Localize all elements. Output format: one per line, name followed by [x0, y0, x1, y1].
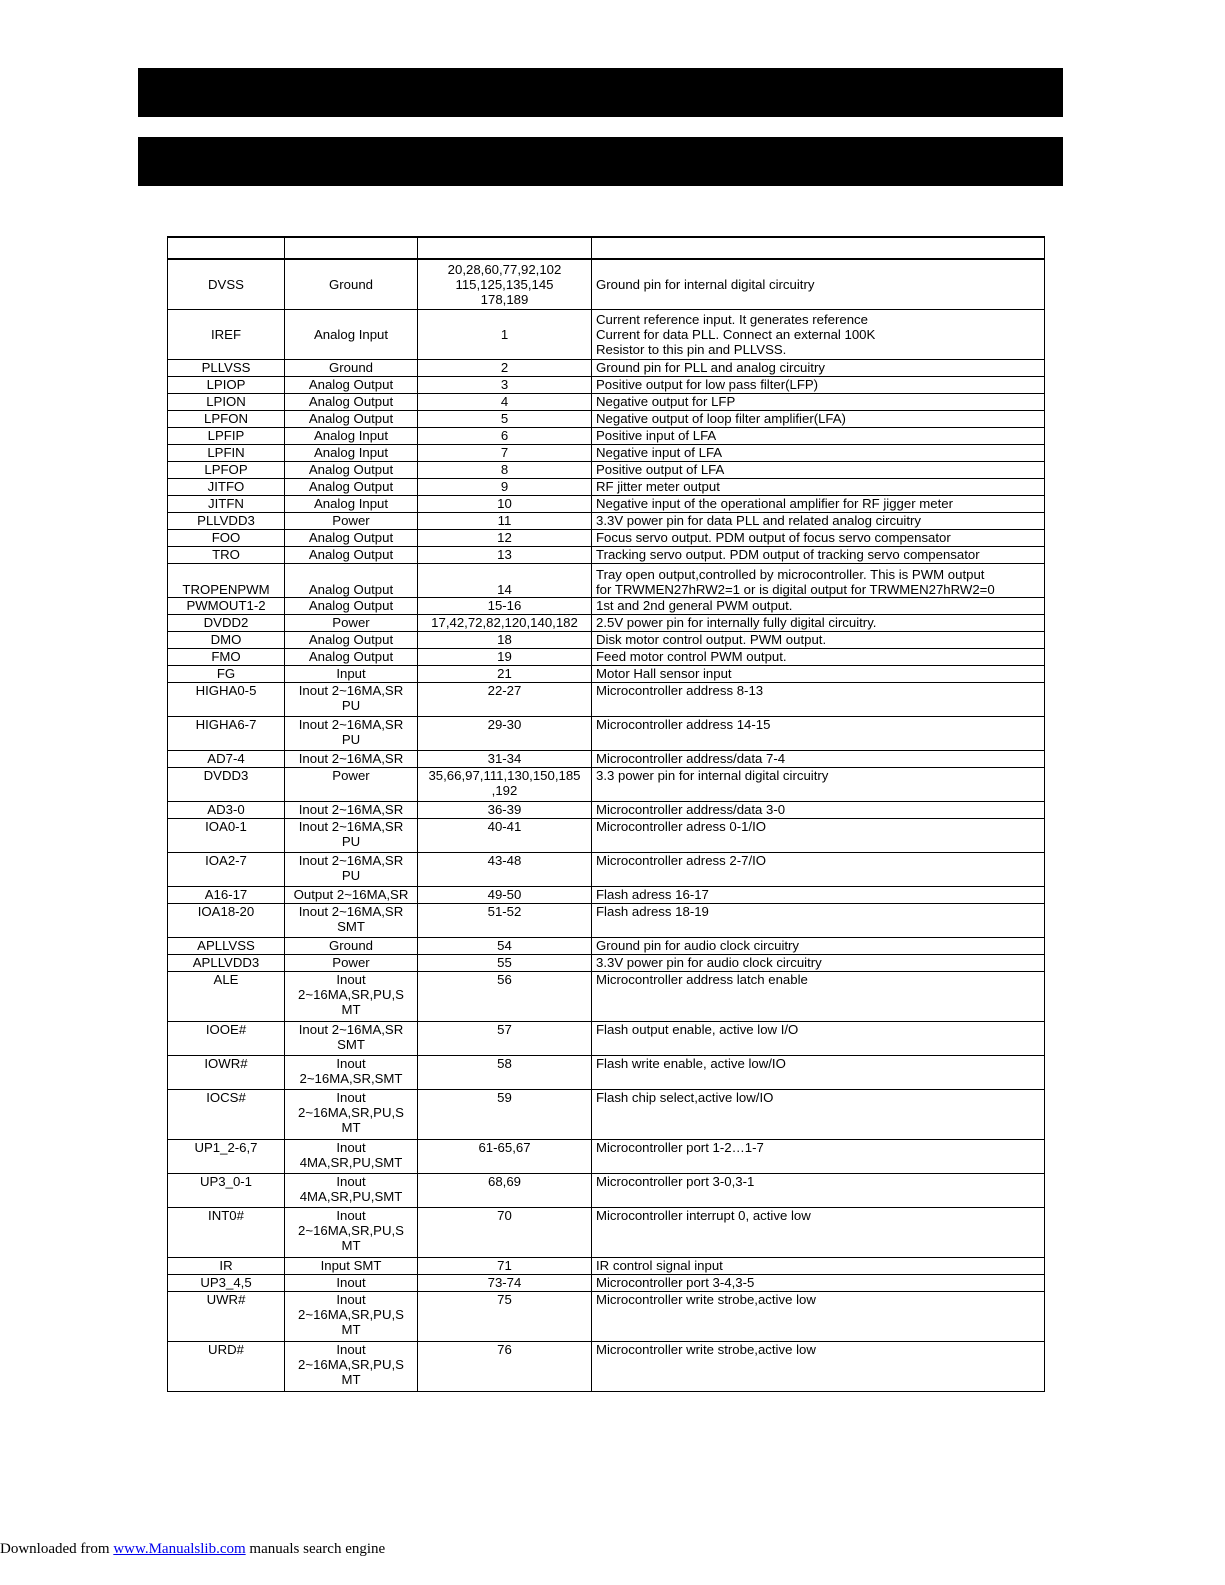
pin-description-cell: Negative output for LFP [592, 393, 1045, 410]
pin-description-cell: Microcontroller interrupt 0, active low [592, 1207, 1045, 1257]
table-row [168, 376, 1045, 393]
pin-type-cell: Inout 2~16MA,SR,PU,S MT [285, 1291, 418, 1341]
pin-description-cell: Negative input of LFA [592, 444, 1045, 461]
pin-name-cell: IOA0-1 [168, 818, 285, 852]
pin-name-cell: IR [168, 1257, 285, 1274]
table-row [168, 461, 1045, 478]
pin-number-cell: 54 [418, 937, 592, 954]
pin-name-cell: FG [168, 665, 285, 682]
pin-description-cell: Microcontroller address latch enable [592, 971, 1045, 1021]
pin-number-cell: 10 [418, 495, 592, 512]
pin-number-cell: 12 [418, 529, 592, 546]
pin-name-cell: LPFIN [168, 444, 285, 461]
pin-description-cell: Negative input of the operational amplifier for RF jigger meter [592, 495, 1045, 512]
pin-description-cell: 3.3V power pin for audio clock circuitry [592, 954, 1045, 971]
table-row [168, 886, 1045, 903]
pin-description-cell: Flash output enable, active low I/O [592, 1021, 1045, 1055]
pin-number-cell: 17,42,72,82,120,140,182 [418, 614, 592, 631]
pin-type-cell: Power [285, 512, 418, 529]
pin-number-cell: 58 [418, 1055, 592, 1089]
table-row [168, 359, 1045, 376]
pin-type-cell: Analog Output [285, 563, 418, 597]
pin-type-cell: Inout 2~16MA,SR,PU,S MT [285, 1207, 418, 1257]
pin-number-cell: 49-50 [418, 886, 592, 903]
pin-number-cell: 4 [418, 393, 592, 410]
pin-name-cell: FMO [168, 648, 285, 665]
pin-type-cell: Inout 2~16MA,SR PU [285, 818, 418, 852]
pin-number-cell: 19 [418, 648, 592, 665]
table-row [168, 1341, 1045, 1391]
pin-name-cell: IOA2-7 [168, 852, 285, 886]
pin-number-cell: 40-41 [418, 818, 592, 852]
pin-number-cell: 6 [418, 427, 592, 444]
pin-description-cell: Ground pin for PLL and analog circuitry [592, 359, 1045, 376]
pin-number-cell: 35,66,97,111,130,150,185 ,192 [418, 767, 592, 801]
pin-type-cell: Analog Output [285, 529, 418, 546]
pin-description-cell: RF jitter meter output [592, 478, 1045, 495]
table-row [168, 614, 1045, 631]
pin-description-cell: 3.3 power pin for internal digital circuitry [592, 767, 1045, 801]
footer-prefix: Downloaded from [0, 1541, 114, 1557]
pin-type-cell: Analog Input [285, 495, 418, 512]
pin-number-cell: 70 [418, 1207, 592, 1257]
pin-name-cell: DVDD2 [168, 614, 285, 631]
pin-type-cell: Inout 4MA,SR,PU,SMT [285, 1173, 418, 1207]
pin-description-cell: Flash adress 18-19 [592, 903, 1045, 937]
pin-type-cell: Analog Output [285, 461, 418, 478]
pin-name-cell: DVSS [168, 259, 285, 309]
pin-name-cell: LPFIP [168, 427, 285, 444]
pin-description-cell: Microcontroller address 8-13 [592, 682, 1045, 716]
pin-number-cell: 75 [418, 1291, 592, 1341]
pin-number-cell: 73-74 [418, 1274, 592, 1291]
footer-suffix: manuals search engine [245, 1541, 386, 1557]
pin-description-cell: Tracking servo output. PDM output of tracking servo compensator [592, 546, 1045, 563]
pin-description-cell: Positive input of LFA [592, 427, 1045, 444]
pin-type-cell: Inout [285, 1274, 418, 1291]
pin-number-cell: 21 [418, 665, 592, 682]
pin-description-cell: Microcontroller address/data 7-4 [592, 750, 1045, 767]
table-row [168, 1173, 1045, 1207]
pin-description-cell: Flash chip select,active low/IO [592, 1089, 1045, 1139]
pin-name-cell: APLLVDD3 [168, 954, 285, 971]
pin-name-cell: PLLVDD3 [168, 512, 285, 529]
pin-description-cell: Feed motor control PWM output. [592, 648, 1045, 665]
table-body [168, 259, 1045, 1391]
table-row [168, 546, 1045, 563]
pin-number-cell: 1 [418, 309, 592, 359]
pin-number-cell: 31-34 [418, 750, 592, 767]
header-description [592, 237, 1045, 259]
table-row [168, 393, 1045, 410]
table-row [168, 563, 1045, 597]
table-row [168, 597, 1045, 614]
pin-description-cell: Microcontroller port 3-4,3-5 [592, 1274, 1045, 1291]
header-pin-type [285, 237, 418, 259]
table-row [168, 478, 1045, 495]
pin-number-cell: 15-16 [418, 597, 592, 614]
pin-description-cell: Microcontroller adress 2-7/IO [592, 852, 1045, 886]
table-row [168, 665, 1045, 682]
pin-name-cell: UP3_4,5 [168, 1274, 285, 1291]
pin-type-cell: Analog Output [285, 597, 418, 614]
pin-number-cell: 61-65,67 [418, 1139, 592, 1173]
pin-type-cell: Output 2~16MA,SR [285, 886, 418, 903]
pin-name-cell: JITFN [168, 495, 285, 512]
pin-number-cell: 55 [418, 954, 592, 971]
pin-description-cell: 3.3V power pin for data PLL and related analog circuitry [592, 512, 1045, 529]
table-row [168, 1055, 1045, 1089]
pin-number-cell: 18 [418, 631, 592, 648]
table-row [168, 682, 1045, 716]
pin-type-cell: Inout 2~16MA,SR,SMT [285, 1055, 418, 1089]
pin-type-cell: Analog Output [285, 376, 418, 393]
pin-number-cell: 29-30 [418, 716, 592, 750]
pin-name-cell: HIGHA6-7 [168, 716, 285, 750]
pin-type-cell: Inout 2~16MA,SR PU [285, 682, 418, 716]
pin-name-cell: IOWR# [168, 1055, 285, 1089]
pin-description-cell: Microcontroller write strobe,active low [592, 1341, 1045, 1391]
pin-number-cell: 59 [418, 1089, 592, 1139]
pin-name-cell: LPIOP [168, 376, 285, 393]
pin-name-cell: FOO [168, 529, 285, 546]
pin-name-cell: JITFO [168, 478, 285, 495]
pin-description-cell: Microcontroller port 1-2…1-7 [592, 1139, 1045, 1173]
pin-name-cell: IREF [168, 309, 285, 359]
pin-name-cell: LPFON [168, 410, 285, 427]
pin-description-cell: Ground pin for internal digital circuitry [592, 259, 1045, 309]
table-row [168, 767, 1045, 801]
table-row [168, 529, 1045, 546]
pin-number-cell: 68,69 [418, 1173, 592, 1207]
pin-number-cell: 56 [418, 971, 592, 1021]
pin-name-cell: DVDD3 [168, 767, 285, 801]
pin-name-cell: INT0# [168, 1207, 285, 1257]
table-row [168, 818, 1045, 852]
pin-description-cell: Microcontroller write strobe,active low [592, 1291, 1045, 1341]
pin-number-cell: 22-27 [418, 682, 592, 716]
pin-name-cell: LPFOP [168, 461, 285, 478]
table-row [168, 716, 1045, 750]
pin-number-cell: 13 [418, 546, 592, 563]
manualslib-link[interactable]: www.Manualslib.com [113, 1541, 246, 1557]
pin-number-cell: 76 [418, 1341, 592, 1391]
pin-number-cell: 8 [418, 461, 592, 478]
table-row [168, 648, 1045, 665]
pin-description-cell: IR control signal input [592, 1257, 1045, 1274]
pin-description-cell: Ground pin for audio clock circuitry [592, 937, 1045, 954]
pin-type-cell: Analog Output [285, 648, 418, 665]
pin-type-cell: Ground [285, 937, 418, 954]
pin-description-cell: Flash write enable, active low/IO [592, 1055, 1045, 1089]
pin-type-cell: Ground [285, 259, 418, 309]
pin-name-cell: AD3-0 [168, 801, 285, 818]
pin-name-cell: LPION [168, 393, 285, 410]
pin-type-cell: Inout 2~16MA,SR [285, 750, 418, 767]
table-row [168, 309, 1045, 359]
pin-type-cell: Analog Output [285, 478, 418, 495]
table-row [168, 1274, 1045, 1291]
pin-number-cell: 11 [418, 512, 592, 529]
pin-name-cell: IOA18-20 [168, 903, 285, 937]
pin-name-cell: DMO [168, 631, 285, 648]
table-header-row [168, 237, 1045, 259]
pin-description-cell: Positive output of LFA [592, 461, 1045, 478]
pin-name-cell: IOOE# [168, 1021, 285, 1055]
pin-number-cell: 43-48 [418, 852, 592, 886]
pin-type-cell: Inout 2~16MA,SR,PU,S MT [285, 1341, 418, 1391]
table-row [168, 410, 1045, 427]
pin-description-cell: 1st and 2nd general PWM output. [592, 597, 1045, 614]
pin-number-cell: 36-39 [418, 801, 592, 818]
pin-type-cell: Inout 2~16MA,SR [285, 801, 418, 818]
pin-number-cell: 5 [418, 410, 592, 427]
pin-number-cell: 51-52 [418, 903, 592, 937]
pin-type-cell: Inout 2~16MA,SR PU [285, 852, 418, 886]
pin-number-cell: 57 [418, 1021, 592, 1055]
section-subheader-bar [138, 137, 1063, 186]
table-row [168, 495, 1045, 512]
table-row [168, 1139, 1045, 1173]
pin-number-cell: 3 [418, 376, 592, 393]
pin-type-cell: Inout 2~16MA,SR,PU,S MT [285, 971, 418, 1021]
pin-type-cell: Analog Output [285, 546, 418, 563]
table-row [168, 1021, 1045, 1055]
pin-description-cell: Microcontroller address/data 3-0 [592, 801, 1045, 818]
pin-name-cell: HIGHA0-5 [168, 682, 285, 716]
pin-name-cell: UWR# [168, 1291, 285, 1341]
pin-description-cell: Negative output of loop filter amplifier(LFA) [592, 410, 1045, 427]
pin-name-cell: UP3_0-1 [168, 1173, 285, 1207]
pin-name-cell: UP1_2-6,7 [168, 1139, 285, 1173]
pin-type-cell: Power [285, 614, 418, 631]
table-row [168, 750, 1045, 767]
pin-type-cell: Inout 2~16MA,SR PU [285, 716, 418, 750]
table-row [168, 852, 1045, 886]
pin-type-cell: Power [285, 954, 418, 971]
pin-type-cell: Ground [285, 359, 418, 376]
table-row [168, 444, 1045, 461]
pin-description-cell: Motor Hall sensor input [592, 665, 1045, 682]
pin-description-cell: Microcontroller address 14-15 [592, 716, 1045, 750]
pin-number-cell: 20,28,60,77,92,102 115,125,135,145 178,189 [418, 259, 592, 309]
pin-type-cell: Inout 4MA,SR,PU,SMT [285, 1139, 418, 1173]
pin-type-cell: Analog Input [285, 427, 418, 444]
pin-number-cell: 7 [418, 444, 592, 461]
table-row [168, 1207, 1045, 1257]
pin-description-table-container [167, 236, 1044, 1392]
pin-type-cell: Inout 2~16MA,SR SMT [285, 1021, 418, 1055]
table-row [168, 512, 1045, 529]
table-row [168, 1291, 1045, 1341]
pin-number-cell: 9 [418, 478, 592, 495]
table-row [168, 801, 1045, 818]
pin-name-cell: URD# [168, 1341, 285, 1391]
pin-type-cell: Input [285, 665, 418, 682]
pin-description-cell: Current reference input. It generates reference Current for data PLL. Connect an external 100K Resistor to this pin and PLLVSS. [592, 309, 1045, 359]
pin-description-cell: Microcontroller adress 0-1/IO [592, 818, 1045, 852]
pin-name-cell: AD7-4 [168, 750, 285, 767]
pin-description-cell: 2.5V power pin for internally fully digital circuitry. [592, 614, 1045, 631]
pin-type-cell: Analog Input [285, 444, 418, 461]
footer [0, 1541, 385, 1558]
table-row [168, 1089, 1045, 1139]
table-row [168, 1257, 1045, 1274]
pin-type-cell: Power [285, 767, 418, 801]
pin-name-cell: PLLVSS [168, 359, 285, 376]
pin-type-cell: Input SMT [285, 1257, 418, 1274]
header-pin-number [418, 237, 592, 259]
pin-number-cell: 2 [418, 359, 592, 376]
pin-type-cell: Inout 2~16MA,SR,PU,S MT [285, 1089, 418, 1139]
table-row [168, 427, 1045, 444]
pin-number-cell: 71 [418, 1257, 592, 1274]
pin-type-cell: Inout 2~16MA,SR SMT [285, 903, 418, 937]
table-row [168, 971, 1045, 1021]
pin-name-cell: IOCS# [168, 1089, 285, 1139]
pin-description-cell: Tray open output,controlled by microcontroller. This is PWM output for TRWMEN27hRW2=1 or is digital output for TRWMEN27hRW2=0 [592, 563, 1045, 597]
pin-description-cell: Microcontroller port 3-0,3-1 [592, 1173, 1045, 1207]
table-row [168, 937, 1045, 954]
pin-name-cell: TRO [168, 546, 285, 563]
pin-description-cell: Positive output for low pass filter(LFP) [592, 376, 1045, 393]
section-header-bar [138, 68, 1063, 117]
pin-type-cell: Analog Output [285, 410, 418, 427]
pin-description-cell: Focus servo output. PDM output of focus servo compensator [592, 529, 1045, 546]
pin-name-cell: A16-17 [168, 886, 285, 903]
pin-description-cell: Flash adress 16-17 [592, 886, 1045, 903]
pin-type-cell: Analog Output [285, 631, 418, 648]
pin-name-cell: TROPENPWM [168, 563, 285, 597]
header-pin-name [168, 237, 285, 259]
table-row [168, 259, 1045, 309]
pin-description-cell: Disk motor control output. PWM output. [592, 631, 1045, 648]
table-row [168, 903, 1045, 937]
table-row [168, 954, 1045, 971]
pin-name-cell: ALE [168, 971, 285, 1021]
pin-number-cell: 14 [418, 563, 592, 597]
table-row [168, 631, 1045, 648]
pin-name-cell: APLLVSS [168, 937, 285, 954]
pin-type-cell: Analog Input [285, 309, 418, 359]
pin-type-cell: Analog Output [285, 393, 418, 410]
pin-name-cell: PWMOUT1-2 [168, 597, 285, 614]
pin-description-table [167, 236, 1045, 1392]
